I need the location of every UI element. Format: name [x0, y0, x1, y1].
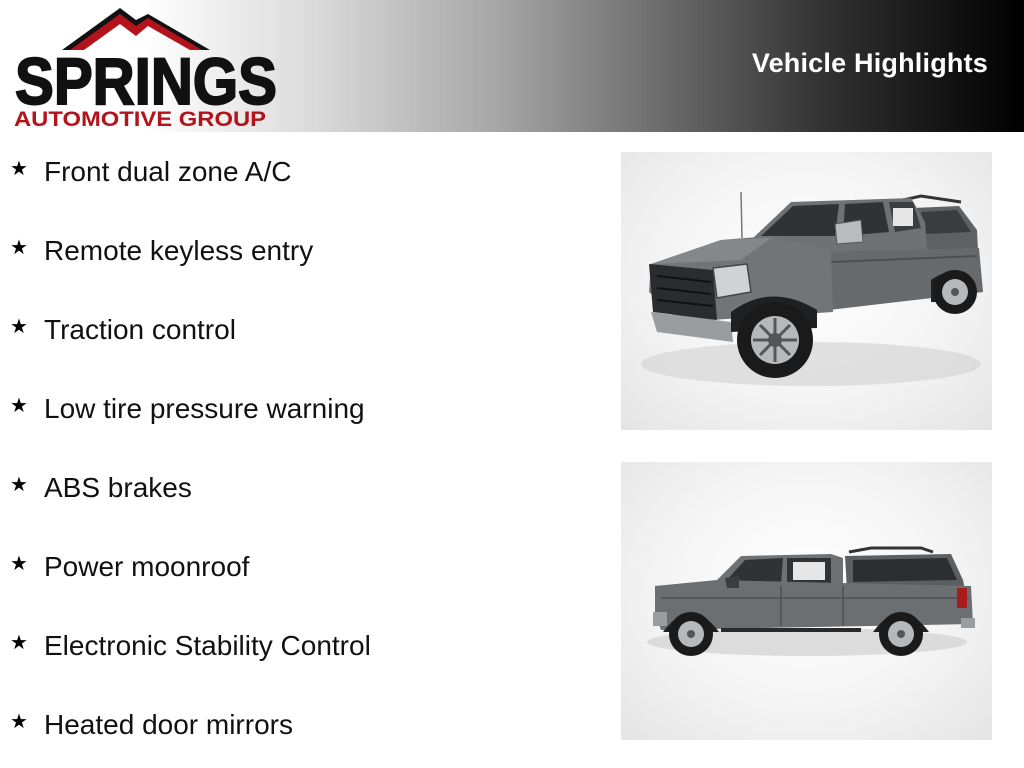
list-item [10, 626, 371, 666]
star-icon: ★ [10, 551, 28, 575]
page-title: Vehicle Highlights [751, 48, 988, 78]
list-item [10, 468, 192, 508]
vehicle-photo-front[interactable] [621, 152, 992, 430]
list-item [10, 231, 313, 271]
vehicle-photo-side[interactable] [621, 462, 992, 740]
feature-label: Remote keyless entry [44, 235, 314, 266]
star-icon: ★ [10, 235, 28, 259]
list-item [10, 705, 293, 745]
star-icon: ★ [10, 709, 28, 733]
star-icon: ★ [10, 156, 28, 180]
list-item [10, 152, 291, 192]
header-banner [0, 0, 1024, 132]
list-item [10, 547, 249, 587]
feature-label: ABS brakes [44, 472, 192, 503]
feature-label: Low tire pressure warning [44, 393, 365, 424]
star-icon: ★ [10, 393, 28, 417]
star-icon: ★ [10, 314, 28, 338]
feature-label: Power moonroof [44, 551, 250, 582]
logo-text-automotive-group: AUTOMOTIVE GROUP [14, 108, 266, 130]
feature-label: Traction control [44, 314, 236, 345]
truck-front-illustration [621, 152, 992, 430]
logo-text-springs: SPRINGS [15, 44, 277, 118]
feature-label: Electronic Stability Control [44, 630, 371, 661]
feature-label: Front dual zone A/C [44, 156, 292, 187]
springs-automotive-logo [10, 6, 282, 130]
truck-side-illustration [621, 462, 992, 740]
list-item [10, 389, 365, 429]
star-icon: ★ [10, 630, 28, 654]
feature-label: Heated door mirrors [44, 709, 293, 740]
star-icon: ★ [10, 472, 28, 496]
list-item [10, 310, 236, 350]
